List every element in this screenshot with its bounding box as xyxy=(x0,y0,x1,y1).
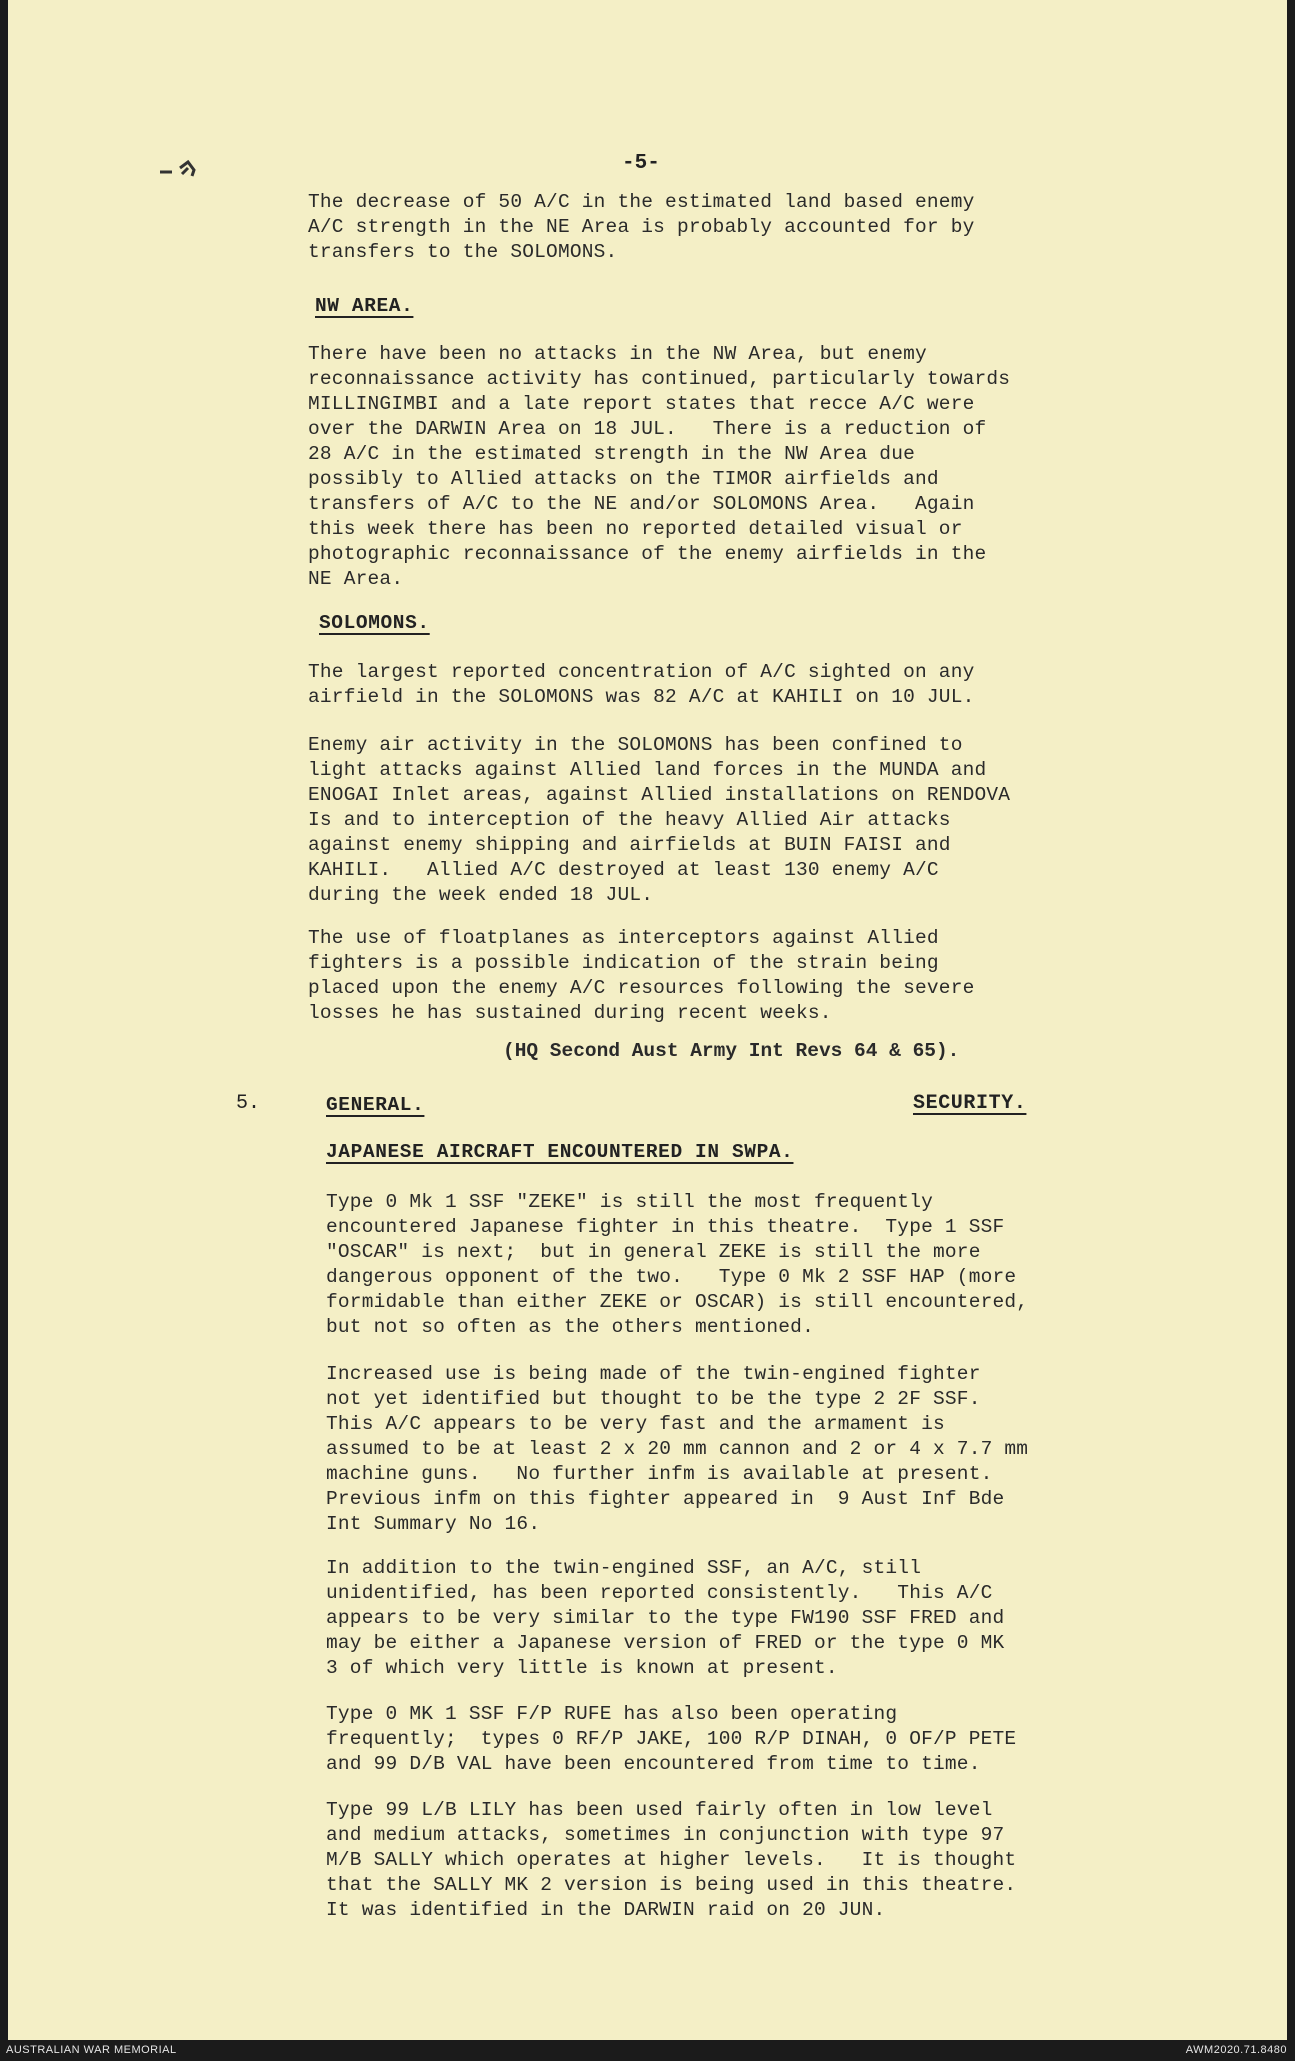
intro-paragraph: The decrease of 50 A/C in the estimated land based enemy A/C strength in the NE Area is probably accounted for by transfers to the SOLOMONS. xyxy=(308,191,975,263)
hole-punch-mark xyxy=(158,158,218,180)
reference-note: (HQ Second Aust Army Int Revs 64 & 65). xyxy=(503,1040,960,1062)
nw-area-paragraph: There have been no attacks in the NW Area, but enemy reconnaissance activity has continued, particularly towards MILLINGIMBI and a late report states that recce A/C were over the DARWIN Area on 18 JUL. There is a reduction of 28 A/C in the estimated strength in the NW Area due possibly to Allied attacks on the TIMOR airfields and transfers of A/C to the NE and/or SOLOMONS Area. Again this week there has been no reported detailed visual or photographic reconnaissance of the enemy airfields in the NE Area. xyxy=(308,343,1011,590)
solomons-paragraph-1: The largest reported concentration of A/C sighted on any airfield in the SOLOMONS was 82 A/C at KAHILI on 10 JUL. xyxy=(308,661,975,708)
footer-archive-name: AUSTRALIAN WAR MEMORIAL xyxy=(6,2044,177,2056)
solomons-paragraph-2: Enemy air activity in the SOLOMONS has been confined to light attacks against Allied land forces in the MUNDA and ENOGAI Inlet areas, against Allied installations on RENDOVA Is and to interception of the heavy Allied Air attacks against enemy shipping and airfields at BUIN FAISI and KAHILI. Allied A/C destroyed at least 130 enemy A/C during the week ended 18 JUL. xyxy=(308,734,1011,906)
general-heading xyxy=(326,1094,424,1116)
general-heading-text: GENERAL. xyxy=(326,1094,425,1116)
solomons-heading xyxy=(319,612,430,634)
document-page xyxy=(8,0,1287,2040)
japanese-aircraft-heading xyxy=(326,1141,793,1163)
general-paragraph-2: Increased use is being made of the twin-engined fighter not yet identified but thought to be the type 2 2F SSF. This A/C appears to be very fast and the armament is assumed to be at least 2 x 20 mm cannon and 2 or 4 x 7.7 mm machine guns. No further infm is available at present. Previous infm on this fighter appeared in 9 Aust Inf Bde Int Summary No 16. xyxy=(326,1363,1029,1535)
japanese-aircraft-heading-text: JAPANESE AIRCRAFT ENCOUNTERED IN SWPA. xyxy=(326,1141,794,1163)
nw-area-heading xyxy=(315,295,413,317)
page-number: -5- xyxy=(622,152,660,175)
solomons-heading-text: SOLOMONS. xyxy=(319,612,430,634)
solomons-paragraph-3: The use of floatplanes as interceptors against Allied fighters is a possible indication of the strain being placed upon the enemy A/C resources following the severe losses he has sustained during recent weeks. xyxy=(308,927,975,1024)
nw-area-heading-text: NW AREA. xyxy=(315,295,414,317)
general-paragraph-1: Type 0 Mk 1 SSF "ZEKE" is still the most frequently encountered Japanese fighter in this theatre. Type 1 SSF "OSCAR" is next; but in general ZEKE is still the more dangerous opponent of the two. Type 0 Mk 2 SSF HAP (more formidable than either ZEKE or OSCAR) is still encountered, but not so often as the others mentioned. xyxy=(326,1191,1029,1338)
security-classification: SECURITY. xyxy=(913,1092,1027,1115)
general-paragraph-3: In addition to the twin-engined SSF, an A/C, still unidentified, has been reported consistently. This A/C appears to be very similar to the type FW190 SSF FRED and may be either a Japanese version of FRED or the type 0 MK 3 of which very little is known at present. xyxy=(326,1557,1005,1679)
general-paragraph-5: Type 99 L/B LILY has been used fairly often in low level and medium attacks, sometimes in conjunction with type 97 M/B SALLY which operates at higher levels. It is thought that the SALLY MK 2 version is being used in this theatre. It was identified in the DARWIN raid on 20 JUN. xyxy=(326,1799,1017,1921)
footer-catalog-number: AWM2020.71.8480 xyxy=(1185,2044,1287,2056)
general-paragraph-4: Type 0 MK 1 SSF F/P RUFE has also been operating frequently; types 0 RF/P JAKE, 100 R/P DINAH, 0 OF/P PETE and 99 D/B VAL have been encountered from time to time. xyxy=(326,1703,1017,1775)
paragraph-number: 5. xyxy=(236,1092,261,1115)
